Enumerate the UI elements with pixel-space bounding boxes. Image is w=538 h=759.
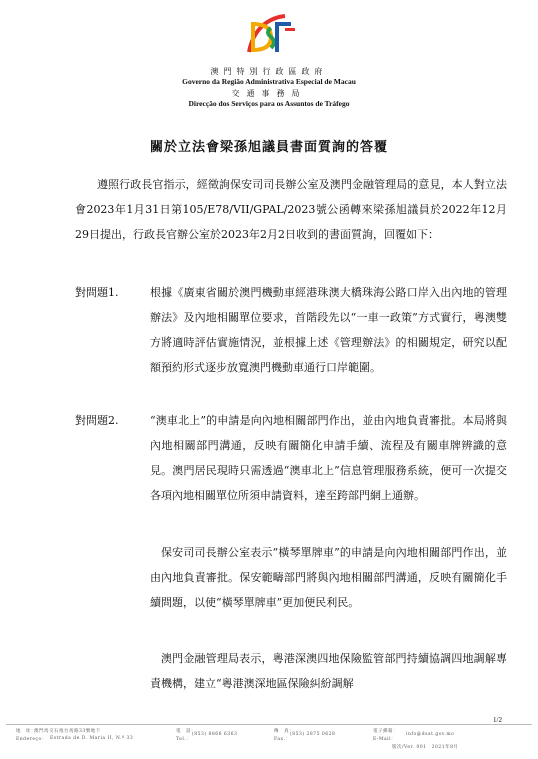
question-2-label: 對問題2. bbox=[75, 414, 119, 427]
footer-divider bbox=[6, 724, 532, 725]
footer-address-label: 地 址： bbox=[16, 729, 36, 734]
intro-paragraph: 遵照行政長官指示，經徵詢保安司司長辦公室及澳門金融管理局的意見，本人對立法會2023年1月31日第105/E78/VII/GPAL/2023號公函轉來梁孫旭議員於2022年12月29日提出，行政長官辦公室於2023年2月2日收到的書面質詢，回覆如下： bbox=[75, 178, 507, 241]
header-department-cn: 交通事務局 bbox=[231, 89, 307, 98]
page-number: 1/2 bbox=[493, 716, 502, 724]
header-government-pt: Governo da Região Administrativa Especial de Macau bbox=[182, 77, 356, 86]
footer-fax-label-pt: Fax.： bbox=[274, 737, 291, 742]
question-2-answer-paragraph: 澳門金融管理局表示，粵港深澳四地保險監管部門持續協調四地調解專責機構，建立“粵港澳深地區保險糾紛調解 bbox=[150, 652, 507, 690]
footer-email: info@dsat.gov.mo bbox=[406, 732, 455, 737]
question-2-answer-paragraph: “澳車北上”的申請是向內地相關部門作出，並由內地負責審批。本局將與內地相關部門溝通，反映有關簡化申請手續、流程及有關車牌辨識的意見。澳門居民現時只需透過“澳車北上”信息管理服務系統，便可一次提交各項內地相關單位所須申請資料，達至跨部門網上通辦。 bbox=[150, 414, 507, 502]
footer-fax: (853) 2875 0628 bbox=[290, 732, 336, 737]
footer-address: 澳門馬交石炮台馬路33號地下 bbox=[34, 729, 101, 734]
footer-tel: (853) 8866 6363 bbox=[192, 732, 238, 737]
footer-email-label-pt: E-Mail： bbox=[373, 737, 397, 742]
header-department-pt: Direcção dos Serviços para os Assuntos de Tráfego bbox=[188, 99, 350, 108]
question-2-answer-paragraph: 保安司司長辦公室表示“橫琴單牌車”的申請是向內地相關部門作出，並由內地負責審批。保安範疇部門將與內地相關部門溝通，反映有關簡化手續問題，以使“橫琴單牌車”更加便民利民。 bbox=[150, 546, 507, 609]
footer-endereco-label: Endereço： bbox=[16, 737, 47, 742]
logo-red-bar bbox=[285, 28, 295, 31]
footer-fax-label: 傳 真： bbox=[274, 729, 294, 734]
logo-blue-t bbox=[275, 22, 279, 52]
footer-version: 版次/Ver. 001 2021年8月 bbox=[392, 745, 459, 750]
footer-tel-label: 電 話： bbox=[176, 729, 196, 734]
footer-tel-label-pt: Tel.： bbox=[176, 737, 192, 742]
dsat-logo bbox=[245, 12, 297, 58]
document-title: 關於立法會梁孫旭議員書面質詢的答覆 bbox=[149, 140, 388, 155]
question-1-label: 對問題1. bbox=[75, 286, 119, 299]
header-government-cn: 澳門特別行政區政府 bbox=[210, 67, 328, 76]
footer-email-label: 電子郵箱： bbox=[373, 729, 398, 734]
footer-endereco: Estrada de D. Maria II, N.º 33 bbox=[50, 736, 134, 741]
question-1-answer: 根據《廣東省關於澳門機動車經港珠澳大橋珠海公路口岸入出內地的管理辦法》及內地相關單位要求，首階段先以“一車一政策”方式實行，粵澳雙方將適時評估實施情況，並根據上述《管理辦法》的相關規定，研究以配額預約形式逐步放寬澳門機動車通行口岸範圍。 bbox=[150, 286, 507, 374]
